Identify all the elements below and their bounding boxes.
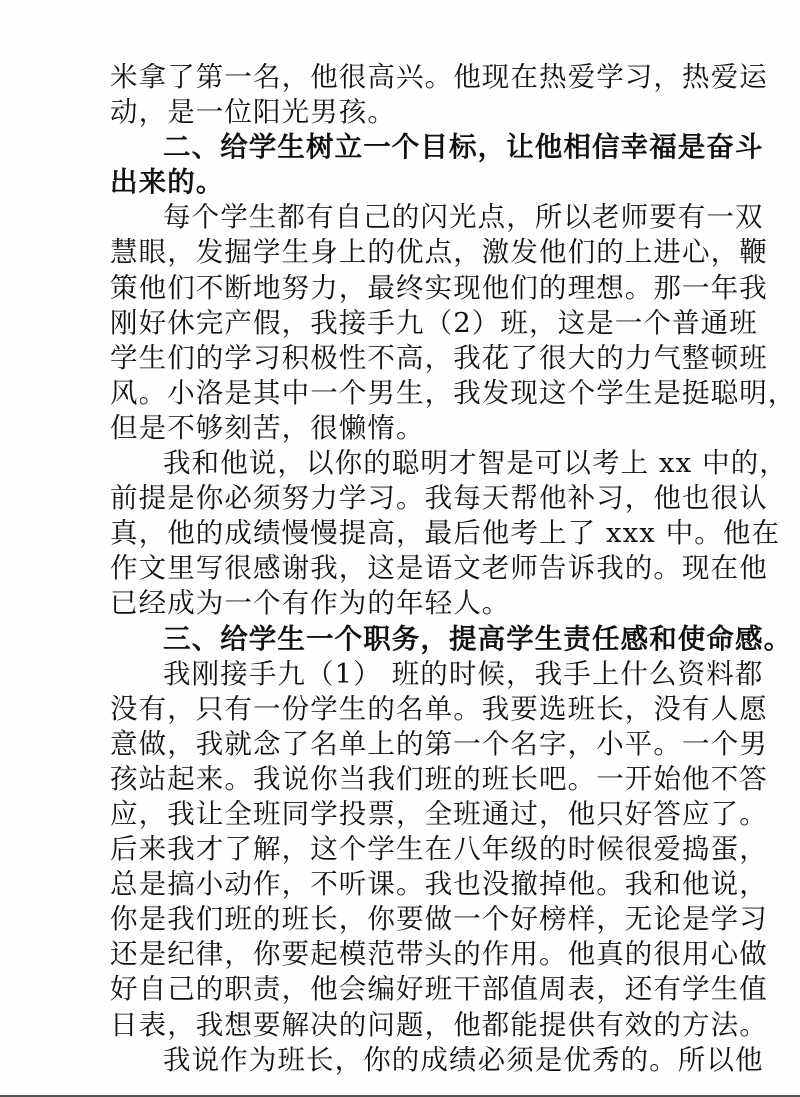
paragraph-line: 意做，我就念了名单上的第一个名字，小平。一个男 bbox=[110, 727, 768, 760]
section-heading-line: 三、给学生一个职务，提高学生责任感和使命感。 bbox=[163, 622, 793, 655]
paragraph-line: 好自己的职责，他会编好班干部值周表，还有学生值 bbox=[110, 973, 768, 1006]
section-heading-line: 出来的。 bbox=[110, 166, 225, 199]
paragraph-line: 我刚接手九（1） 班的时候，我手上什么资料都 bbox=[163, 657, 764, 690]
paragraph-line: 但是不够刻苦，很懒惰。 bbox=[110, 411, 425, 444]
paragraph-line: 没有，只有一份学生的名单。我要选班长，没有人愿 bbox=[110, 692, 768, 725]
paragraph-line: 动，是一位阳光男孩。 bbox=[110, 96, 396, 129]
paragraph-line: 米拿了第一名，他很高兴。他现在热爱学习，热爱运 bbox=[110, 61, 768, 93]
paragraph-line: 孩站起来。我说你当我们班的班长吧。一开始他不答 bbox=[110, 762, 768, 795]
paragraph-line: 真，他的成绩慢慢提高，最后他考上了 xxx 中。他在 bbox=[110, 517, 781, 550]
paragraph-line: 慧眼，发掘学生身上的优点，激发他们的上进心，鞭 bbox=[110, 236, 768, 269]
paragraph-line: 还是纪律，你要起模范带头的作用。他真的很用心做 bbox=[110, 938, 768, 971]
document-body bbox=[110, 60, 797, 1078]
paragraph-line: 已经成为一个有作为的年轻人。 bbox=[110, 587, 511, 620]
paragraph-line: 每个学生都有自己的闪光点，所以老师要有一双 bbox=[163, 201, 764, 234]
paragraph-line: 你是我们班的班长，你要做一个好榜样，无论是学习 bbox=[110, 903, 768, 936]
section-heading-line: 二、给学生树立一个目标，让他相信幸福是奋斗 bbox=[163, 131, 764, 164]
paragraph-line: 作文里写很感谢我，这是语文老师告诉我的。现在他 bbox=[110, 552, 768, 585]
paragraph-line: 刚好休完产假，我接手九（2）班，这是一个普通班 bbox=[110, 306, 758, 339]
paragraph-line: 后来我才了解，这个学生在八年级的时候很爱捣蛋， bbox=[110, 833, 768, 866]
paragraph-line: 总是搞小动作，不听课。我也没撤掉他。我和他说， bbox=[110, 868, 768, 901]
paragraph-line: 学生们的学习积极性不高，我花了很大的力气整顿班 bbox=[110, 341, 768, 374]
paragraph-line: 我和他说，以你的聪明才智是可以考上 xx 中的， bbox=[163, 447, 788, 480]
paragraph-line: 我说作为班长，你的成绩必须是优秀的。所以他 bbox=[163, 1043, 764, 1076]
paragraph-line: 策他们不断地努力，最终实现他们的理想。那一年我 bbox=[110, 271, 768, 304]
paragraph-line: 前提是你必须努力学习。我每天帮他补习，他也很认 bbox=[110, 482, 768, 515]
paragraph-line: 应，我让全班同学投票，全班通过，他只好答应了。 bbox=[110, 797, 768, 830]
paragraph-line: 日表，我想要解决的问题，他都能提供有效的方法。 bbox=[110, 1008, 768, 1041]
paragraph-line: 风。小洛是其中一个男生，我发现这个学生是挺聪明， bbox=[110, 376, 797, 409]
